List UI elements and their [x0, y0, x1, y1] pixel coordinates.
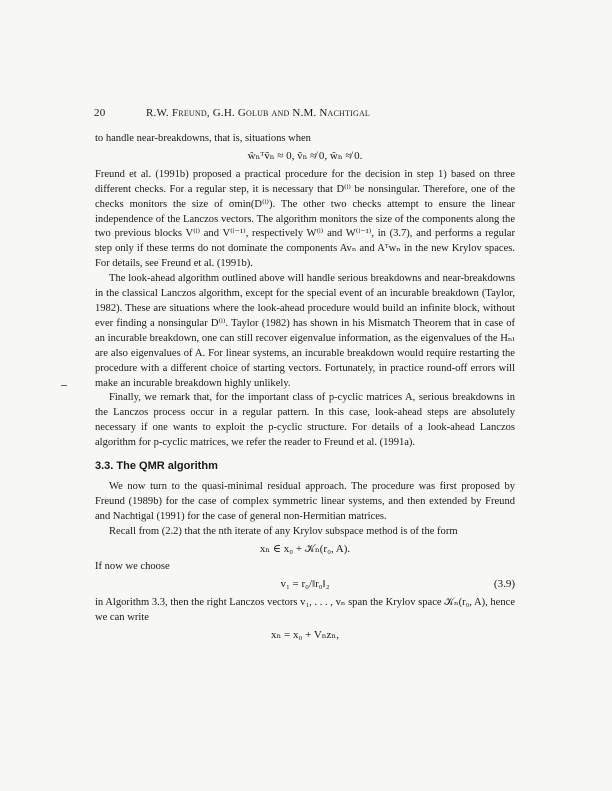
body-text [95, 132, 515, 647]
paragraph-lanczos-span: in Algorithm 3.3, then the right Lanczos vectors v₁, . . . , vₙ span the Krylov space 𝒦ₙ(r₀, A), hence we can write [95, 597, 515, 624]
page-number: 20 [94, 107, 106, 119]
equation-xn: xₙ = x₀ + Vₙzₙ, [271, 629, 339, 642]
equation-krylov-iterate: xₙ ∈ x₀ + 𝒦ₙ(r₀, A). [259, 542, 351, 555]
section-heading-qmr: 3.3. The QMR algorithm [95, 460, 218, 473]
equation-3-9 [95, 577, 515, 592]
header-authors: R.W. Freund, G.H. Golub and N.M. Nachtigal [146, 107, 371, 119]
equation-3-9-body: v₁ = r₀/‖r₀‖₂ [280, 578, 330, 591]
paragraph-recall: Recall from (2.2) that the nth iterate of any Krylov subspace method is of the form [109, 525, 458, 537]
margin-mark [61, 385, 67, 386]
equation-number: (3.9) [493, 578, 515, 591]
paragraph-intro: to handle near-breakdowns, that is, situations when [95, 133, 311, 144]
paragraph-p-cyclic: Finally, we remark that, for the important class of p-cyclic matrices A, serious breakdowns in the Lanczos process occur in a regular pattern. In this case, look-ahead steps are absolutely necessary if one wants to exploit the p-cyclic structure. For details of a look-ahead Lanczos algorithm for p-cyclic matrices, we refer the reader to Freund et al. (1991a). [95, 392, 515, 449]
equation-near-breakdown: ŵₙᵀṽₙ ≈ 0, ṽₙ ≉ 0, ŵₙ ≉ 0. [247, 149, 363, 162]
paragraph-if-now: If now we choose [95, 561, 170, 573]
paragraph-look-ahead: The look-ahead algorithm outlined above will handle serious breakdowns and near-breakdowns in the classical Lanczos algorithm, except for the special event of an incurable breakdown (Taylor, 1982). These are situations where the look-ahead procedure would build an infinite block, without ever finding a nonsingular D⁽ˡ⁾. Taylor (1982) has shown in his Mismatch Theorem that in case of an incurable breakdown, one can still recover eigenvalue information, as the eigenvalues of the Hₙₗ are also eigenvalues of A. For linear systems, an incurable breakdown would require restarting the procedure with a different choice of starting vectors. Fortunately, in practice round-off errors will make an incurable breakdown highly unlikely. [95, 273, 515, 389]
paragraph-freund-procedure: Freund et al. (1991b) proposed a practical procedure for the decision in step 1) based on three different checks. For a regular step, it is necessary that D⁽ˡ⁾ be nonsingular. Therefore, one of the checks monitors the size of σmin(D⁽ˡ⁾). The other two checks attempt to ensure the linear independence of the Lanczos vectors. The algorithm monitors the size of the components along the two previous blocks V⁽ˡ⁾ and V⁽ˡ⁻¹⁾, respectively W⁽ˡ⁾ and W⁽ˡ⁻¹⁾, in (3.7), and performs a regular step only if these terms do not dominate the components Avₙ and Aᵀwₙ in the new Krylov spaces. For details, see Freund et al. (1991b). [95, 168, 515, 270]
paragraph-quasi-minimal: We now turn to the quasi-minimal residual approach. The procedure was first proposed by Freund (1989b) for the case of complex symmetric linear systems, and then extended by Freund and Nachtigal (1991) for the case of general non-Hermitian matrices. [95, 480, 515, 522]
